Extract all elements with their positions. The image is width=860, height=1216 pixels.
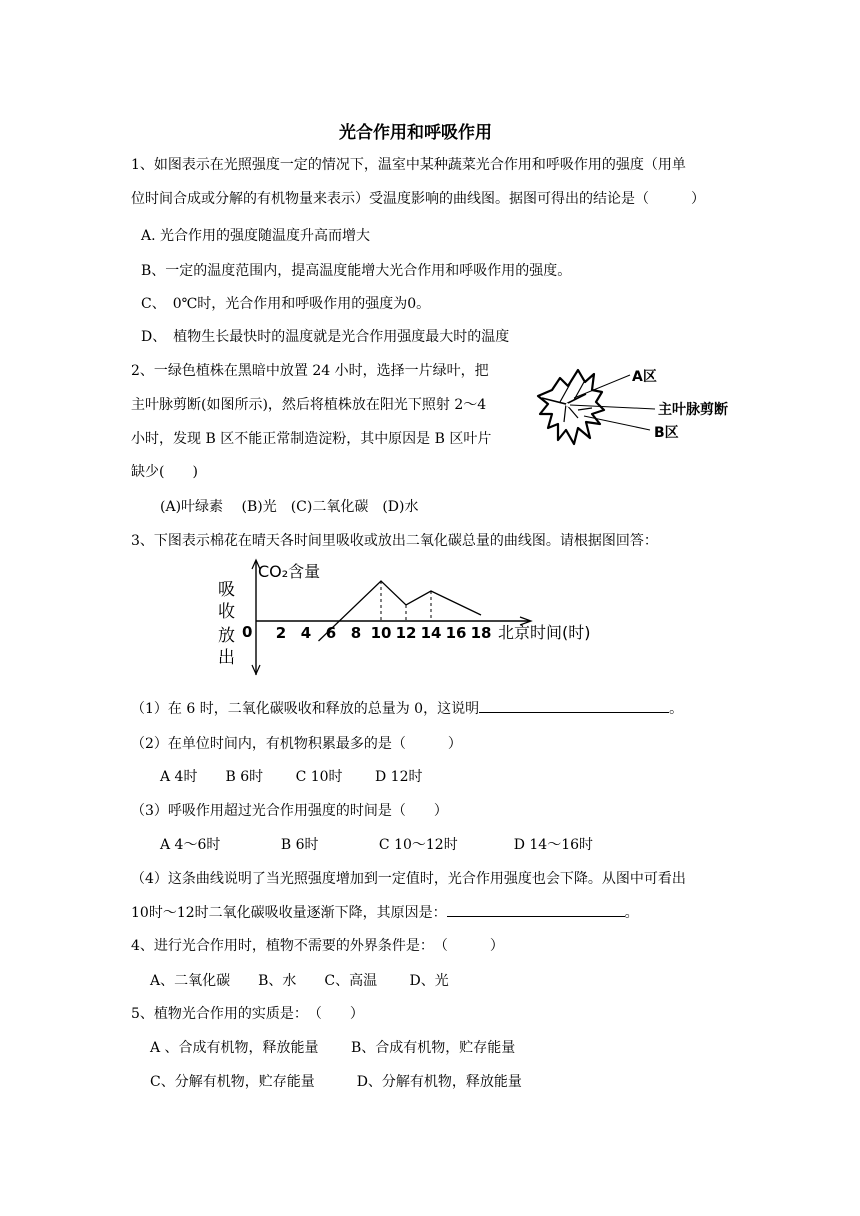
q1-option-d: D、 植物生长最快时的温度就是光合作用强度最大时的温度 (141, 329, 510, 345)
q3-sub2-options: A 4时 B 6时 C 10时 D 12时 (160, 769, 423, 785)
chart-absorb-label-2: 收 (218, 602, 235, 622)
q1-text-line1: 1、如图表示在光照强度一定的情况下，温室中某种蔬菜光合作用和呼吸作用的强度（用单 (131, 157, 686, 173)
leaf-label-b: B区 (654, 425, 679, 441)
leaf-label-a: A区 (632, 369, 657, 385)
q3-sub4-answer-blank[interactable] (447, 902, 625, 917)
x-tick-label: 12 (395, 624, 417, 642)
q1-option-c: C、 0℃时，光合作用和呼吸作用的强度为0。 (141, 296, 431, 312)
q2-options: (A)叶绿素 (B)光 (C)二氧化碳 (D)水 (160, 499, 419, 515)
q3-sub1 (131, 698, 683, 718)
x-tick-label: 6 (325, 624, 337, 642)
x-tick-label: 2 (275, 624, 287, 642)
leaf-outline-icon (538, 370, 604, 444)
leaf-figure (530, 360, 750, 470)
leaf-label-vein: 主叶脉剪断 (658, 402, 728, 418)
q3-sub4-end: 。 (624, 905, 639, 921)
x-tick-label: 4 (300, 624, 312, 642)
q5-question: 5、植物光合作用的实质是： （ ） (131, 1006, 364, 1022)
chart-xlabel: 北京时间(时) (498, 623, 591, 642)
x-tick-label: 16 (445, 624, 467, 642)
q3-sub4-text: 10时～12时二氧化碳吸收量逐渐下降，其原因是： (131, 905, 447, 921)
q1-text-line2: 位时间合成或分解的有机物量来表示）受温度影响的曲线图。据图可得出的结论是（ ） (131, 191, 705, 207)
q3-sub1-text: （1）在 6 时，二氧化碳吸收和释放的总量为 0，这说明 (131, 701, 480, 717)
co2-chart (200, 557, 640, 679)
q2-text-line3: 小时，发现 B 区不能正常制造淀粉，其中原因是 B 区叶片 (131, 431, 492, 447)
q5-options-line2: C、分解有机物，贮存能量 D、分解有机物，释放能量 (150, 1074, 522, 1090)
q3-sub4-line2 (131, 902, 639, 922)
chart-ylabel: CO₂含量 (258, 562, 321, 581)
q5-options-line1: A 、合成有机物，释放能量 B、合成有机物，贮存能量 (150, 1040, 516, 1056)
q3-sub2: （2）在单位时间内，有机物积累最多的是（ ） (131, 736, 462, 752)
q3-intro: 3、下图表示棉花在晴天各时间里吸收或放出二氧化碳总量的曲线图。请根据图回答： (131, 533, 658, 549)
x-tick-label: 18 (470, 624, 492, 642)
q2-text-line1: 2、一绿色植株在黑暗中放置 24 小时，选择一片绿叶，把 (131, 363, 489, 379)
page-title: 光合作用和呼吸作用 (339, 123, 492, 143)
x-tick-label: 8 (350, 624, 362, 642)
q4-question: 4、进行光合作用时，植物不需要的外界条件是： （ ） (131, 938, 504, 954)
q2-text-line2: 主叶脉剪断(如图所示)，然后将植株放在阳光下照射 2～4 (131, 397, 487, 413)
q3-sub1-answer-blank[interactable] (479, 698, 669, 713)
q3-sub1-end: 。 (669, 701, 684, 717)
chart-release-label-2: 出 (218, 648, 235, 668)
x-tick-label: 14 (420, 624, 442, 642)
x-tick-label: 10 (370, 624, 392, 642)
chart-origin: 0 (242, 623, 253, 641)
q3-sub4-line1: （4）这条曲线说明了当光照强度增加到一定值时，光合作用强度也会下降。从图中可看出 (131, 871, 686, 887)
q1-option-a: A. 光合作用的强度随温度升高而增大 (141, 228, 371, 244)
chart-absorb-label-1: 吸 (218, 580, 235, 600)
q3-sub3-options: A 4～6时 B 6时 C 10～12时 D 14～16时 (160, 837, 594, 853)
q3-sub3: （3）呼吸作用超过光合作用强度的时间是（ ） (131, 803, 448, 819)
q4-options: A、二氧化碳 B、水 C、高温 D、光 (150, 973, 449, 989)
chart-release-label-1: 放 (218, 626, 235, 646)
q1-option-b: B、一定的温度范围内，提高温度能增大光合作用和呼吸作用的强度。 (141, 263, 572, 279)
q2-text-line4: 缺少( ) (131, 464, 198, 480)
